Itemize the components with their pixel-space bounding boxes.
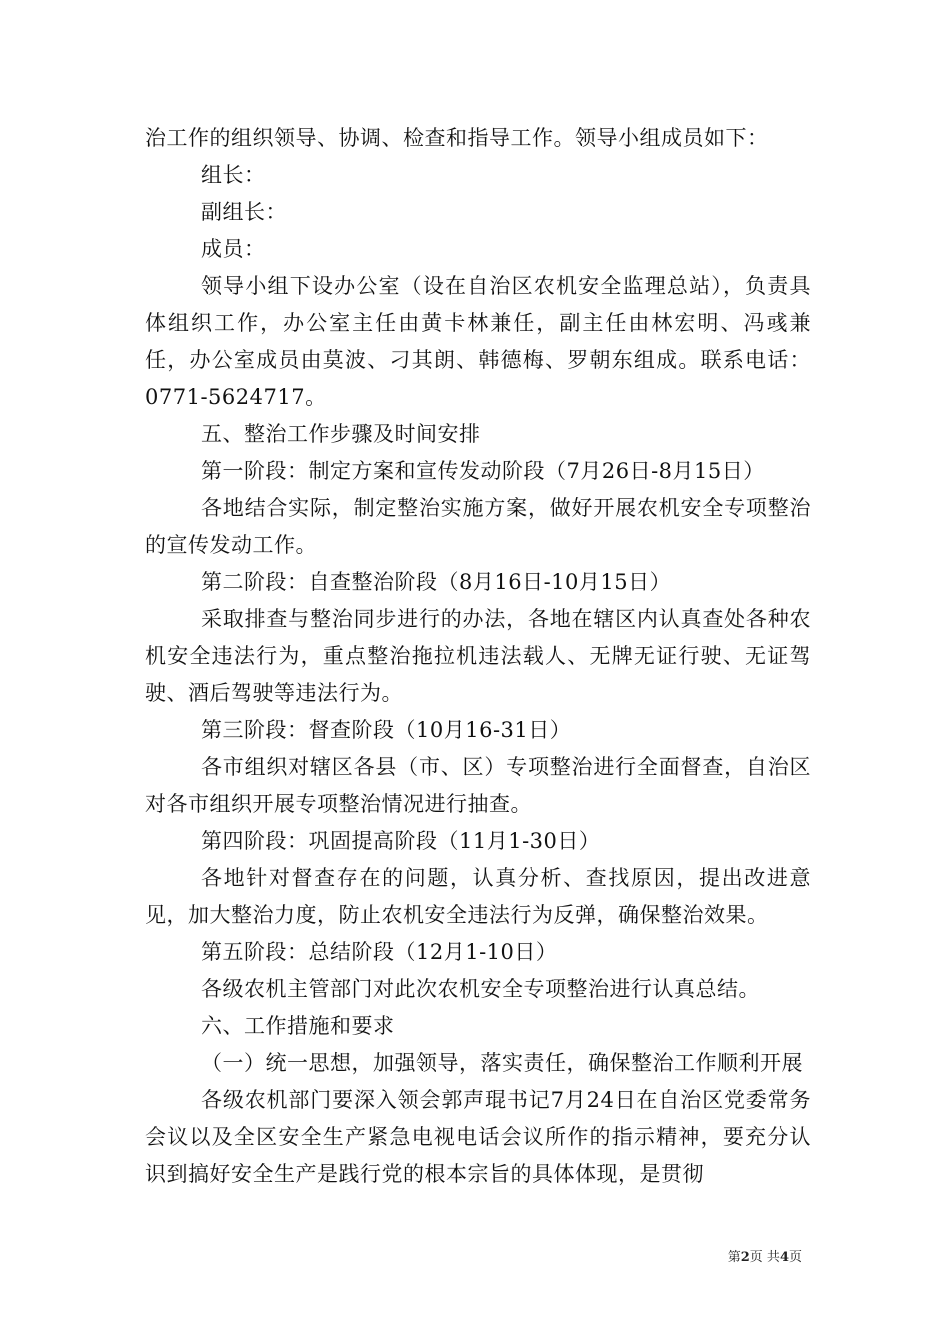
stage-1-heading: 第一阶段：制定方案和宣传发动阶段（7月26日-8月15日） bbox=[201, 459, 765, 483]
page-number-footer bbox=[728, 1250, 802, 1266]
stage-1-text: 各地结合实际，制定整治实施方案，做好开展农机安全专项整治的宣传发动工作。 bbox=[145, 496, 811, 557]
section-heading-5: 五、整治工作步骤及时间安排 bbox=[201, 422, 481, 446]
total-pages-number: 4 bbox=[779, 1250, 789, 1265]
document-body bbox=[145, 120, 811, 1193]
stage-2-text: 采取排查与整治同步进行的办法，各地在辖区内认真查处各种农机安全违法行为，重点整治拖拉机违法载人、无牌无证行驶、无证驾驶、酒后驾驶等违法行为。 bbox=[145, 607, 811, 705]
stage-2-heading: 第二阶段：自查整治阶段（8月16日-10月15日） bbox=[201, 570, 672, 594]
paragraph-members: 成员： bbox=[201, 237, 266, 261]
footer-suffix: 页 bbox=[788, 1250, 802, 1265]
footer-prefix: 第 bbox=[727, 1250, 741, 1265]
current-page-number: 2 bbox=[740, 1250, 750, 1265]
stage-4-heading: 第四阶段：巩固提高阶段（11月1-30日） bbox=[201, 829, 601, 853]
paragraph-deputy-leader: 副组长： bbox=[201, 200, 287, 224]
stage-5-heading: 第五阶段：总结阶段（12月1-10日） bbox=[201, 940, 558, 964]
paragraph-continuation: 治工作的组织领导、协调、检查和指导工作。领导小组成员如下： bbox=[145, 126, 769, 150]
section-heading-6: 六、工作措施和要求 bbox=[201, 1014, 395, 1038]
subsection-heading-1: （一）统一思想，加强领导，落实责任，确保整治工作顺利开展 bbox=[201, 1051, 803, 1075]
subsection-1-text: 各级农机部门要深入领会郭声琨书记7月24日在自治区党委常务会议以及全区安全生产紧急电视电话会议所作的指示精神，要充分认识到搞好安全生产是践行党的根本宗旨的具体体现，是贯彻 bbox=[145, 1088, 811, 1186]
stage-5-text: 各级农机主管部门对此次农机安全专项整治进行认真总结。 bbox=[201, 977, 760, 1001]
stage-3-heading: 第三阶段：督查阶段（10月16-31日） bbox=[201, 718, 572, 742]
stage-4-text: 各地针对督查存在的问题，认真分析、查找原因，提出改进意见，加大整治力度，防止农机安全违法行为反弹，确保整治效果。 bbox=[145, 866, 811, 927]
footer-middle: 页 共 bbox=[749, 1250, 780, 1265]
paragraph-office: 领导小组下设办公室（设在自治区农机安全监理总站），负责具体组织工作，办公室主任由黄卡林兼任，副主任由林宏明、冯彧兼任，办公室成员由莫波、刁其朗、韩德梅、罗朝东组成。联系电话：0771-5624717。 bbox=[145, 274, 811, 409]
paragraph-group-leader: 组长： bbox=[201, 163, 266, 187]
stage-3-text: 各市组织对辖区各县（市、区）专项整治进行全面督查，自治区对各市组织开展专项整治情况进行抽查。 bbox=[145, 755, 811, 816]
